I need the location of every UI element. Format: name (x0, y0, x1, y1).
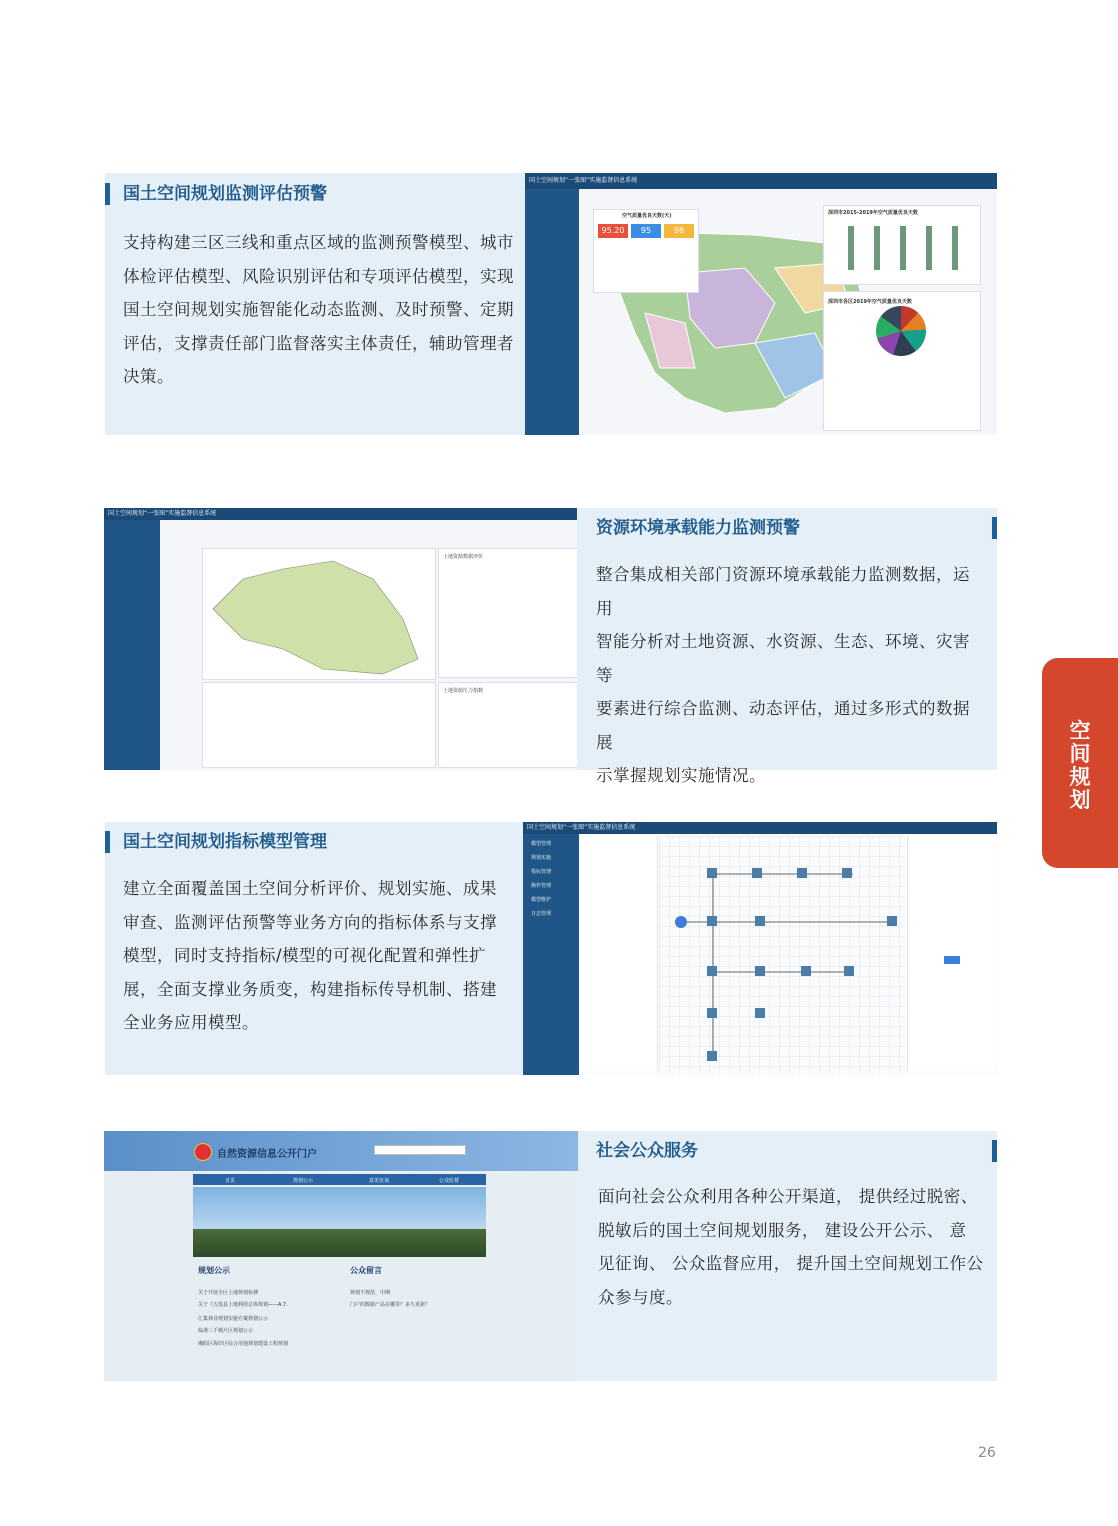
lower-chart-box (438, 682, 577, 768)
air-value-3: 98 (664, 224, 694, 238)
section-1-line: 支持构建三区三线和重点区域的监测预警模型、城市 (123, 233, 514, 252)
section-1-line: 国土空间规划实施智能化动态监测、及时预警、定期 (123, 300, 514, 319)
list-item[interactable]: 汇集林业规划实施方案规划公示 (198, 1316, 269, 1322)
menu-item[interactable]: 模型维护 (531, 897, 552, 903)
section-2-title: 资源环境承载能力监测预警 (596, 518, 800, 538)
air-quality-title: 空气质量优良天数(天) (622, 213, 672, 219)
page-number: 26 (978, 1445, 996, 1461)
section-3-body (123, 872, 518, 1040)
land-map (203, 549, 435, 679)
section-1-title: 国土空间规划监测评估预警 (123, 184, 327, 204)
section-1-line: 评估，支撑责任部门监督落实主体责任，辅助管理者 (123, 333, 514, 353)
section-4-line: 众参与度。 (598, 1287, 683, 1307)
nav-item[interactable]: 规划公示 (293, 1178, 314, 1184)
list-item[interactable]: 关于《五莲县土地利用总体规划——A.7. (198, 1302, 288, 1308)
screenshot-header: 国土空间规划“一张图”实施监督信息系统 (525, 173, 997, 189)
menu-item[interactable]: 模型管理 (531, 841, 552, 847)
pie-chart-title: 深圳市各区2019年空气质量优良天数 (828, 299, 912, 305)
screenshot-header: 国土空间规划“一张图”实施监督信息系统 (104, 508, 577, 520)
pie-chart-panel (823, 291, 981, 431)
confirm-button[interactable] (944, 956, 960, 964)
section-3-line: 模型，同时支持指标/模型的可视化配置和弹性扩 (123, 946, 487, 965)
list-item[interactable]: 湘阳区海岸区综合用地规划建设工程规划 (198, 1341, 289, 1347)
section-4-line: 见征询、 公众监督应用， 提升国土空间规划工作公 (598, 1254, 984, 1273)
air-value-1: 95.20 (598, 224, 628, 238)
pie (876, 306, 926, 356)
nav-item[interactable]: 意见征询 (369, 1178, 390, 1184)
section-2-line: 整合集成相关部门资源环境承载能力监测数据，运用 (596, 565, 970, 618)
screenshot-model-system (523, 822, 997, 1075)
section-3-line: 全业务应用模型。 (123, 1013, 259, 1032)
section-4-line: 面向社会公众利用各种公开渠道， 提供经过脱密、 (598, 1187, 978, 1206)
list-item[interactable]: 关于开展全区土地规划检测 (198, 1290, 259, 1296)
section-4-title-bar (992, 1140, 997, 1162)
menu-item[interactable]: 指标管理 (531, 869, 552, 875)
section-3-line: 展，全面支撑业务质变，构建指标传导机制、搭建 (123, 979, 497, 999)
left-list-title: 规划公示 (198, 1266, 230, 1275)
section-1-title-bar (105, 183, 110, 205)
screenshot-monitoring-system (525, 173, 997, 435)
side-tab-char: 划 (1069, 788, 1091, 812)
air-quality-box (593, 209, 699, 293)
emblem-icon (194, 1143, 212, 1161)
property-panel (907, 836, 996, 1071)
right-info-box (438, 548, 577, 678)
bar-chart-title: 深圳市2015-2019年空气质量优良天数 (828, 210, 918, 216)
side-tab-char: 间 (1069, 742, 1091, 766)
section-3-title: 国土空间规划指标模型管理 (123, 832, 327, 852)
section-2-title-bar (992, 517, 997, 539)
section-4-line: 脱敏后的国土空间规划服务， 建设公开公示、 意 (598, 1220, 967, 1240)
bar (874, 226, 880, 270)
section-3-line: 建立全面覆盖国土空间分析评价、规划实施、成果 (123, 879, 497, 898)
screenshot-resource-system (104, 508, 577, 770)
side-tab-char: 规 (1069, 765, 1091, 789)
section-4-body (598, 1180, 988, 1314)
bar (952, 226, 958, 270)
table-box (202, 682, 436, 768)
section-1-line: 体检评估模型、风险识别评估和专项评估模型，实现 (123, 266, 514, 286)
right-info-title: 土地资源数据评价 (443, 554, 484, 560)
portal-search-input[interactable] (374, 1145, 466, 1155)
list-item[interactable]: 规划不规范、中期 (350, 1290, 391, 1296)
portal-header (104, 1131, 578, 1171)
section-2-line: 智能分析对土地资源、水资源、生态、环境、灾害等 (596, 632, 970, 685)
nav-item[interactable]: 公众监督 (439, 1178, 460, 1184)
section-1-line: 决策。 (123, 367, 174, 386)
bar-chart-panel (823, 205, 981, 285)
list-item[interactable]: 门户的数据产品在哪里？多久更新？ (350, 1302, 431, 1308)
section-1-body (123, 226, 518, 394)
section-2-line: 要素进行综合监测、动态评估，通过多形式的数据展 (596, 699, 970, 752)
portal-nav (193, 1174, 486, 1185)
section-3-line: 审查、监测评估预警等业务方向的指标体系与支撑 (123, 912, 497, 932)
hero-image (193, 1187, 486, 1257)
portal-title: 自然资源信息公开门户 (217, 1149, 317, 1160)
screenshot-public-portal (104, 1131, 578, 1381)
nav-item[interactable]: 首页 (225, 1178, 236, 1184)
section-2-line: 示掌握规划实施情况。 (596, 766, 766, 785)
map-box (202, 548, 436, 680)
screenshot-sidebar (104, 520, 160, 770)
lower-chart-title: 土地资源压力指数 (443, 688, 484, 694)
bar (848, 226, 854, 270)
menu-item[interactable]: 规划实施 (531, 855, 552, 861)
bar (926, 226, 932, 270)
menu-item[interactable]: 操作管理 (531, 883, 552, 889)
section-2-body (596, 558, 986, 793)
bar (900, 226, 906, 270)
right-list-title: 公众留言 (350, 1266, 382, 1275)
side-category-tab (1042, 658, 1118, 868)
menu-item[interactable]: 日志管理 (531, 911, 552, 917)
section-4-title: 社会公众服务 (596, 1141, 698, 1161)
section-3-title-bar (105, 831, 110, 853)
screenshot-header: 国土空间规划“一张图”实施监督信息系统 (523, 822, 997, 834)
list-item[interactable]: 临港三千城片区规划公示 (198, 1328, 254, 1334)
air-value-2: 95 (631, 224, 661, 238)
side-tab-char: 空 (1069, 719, 1091, 743)
